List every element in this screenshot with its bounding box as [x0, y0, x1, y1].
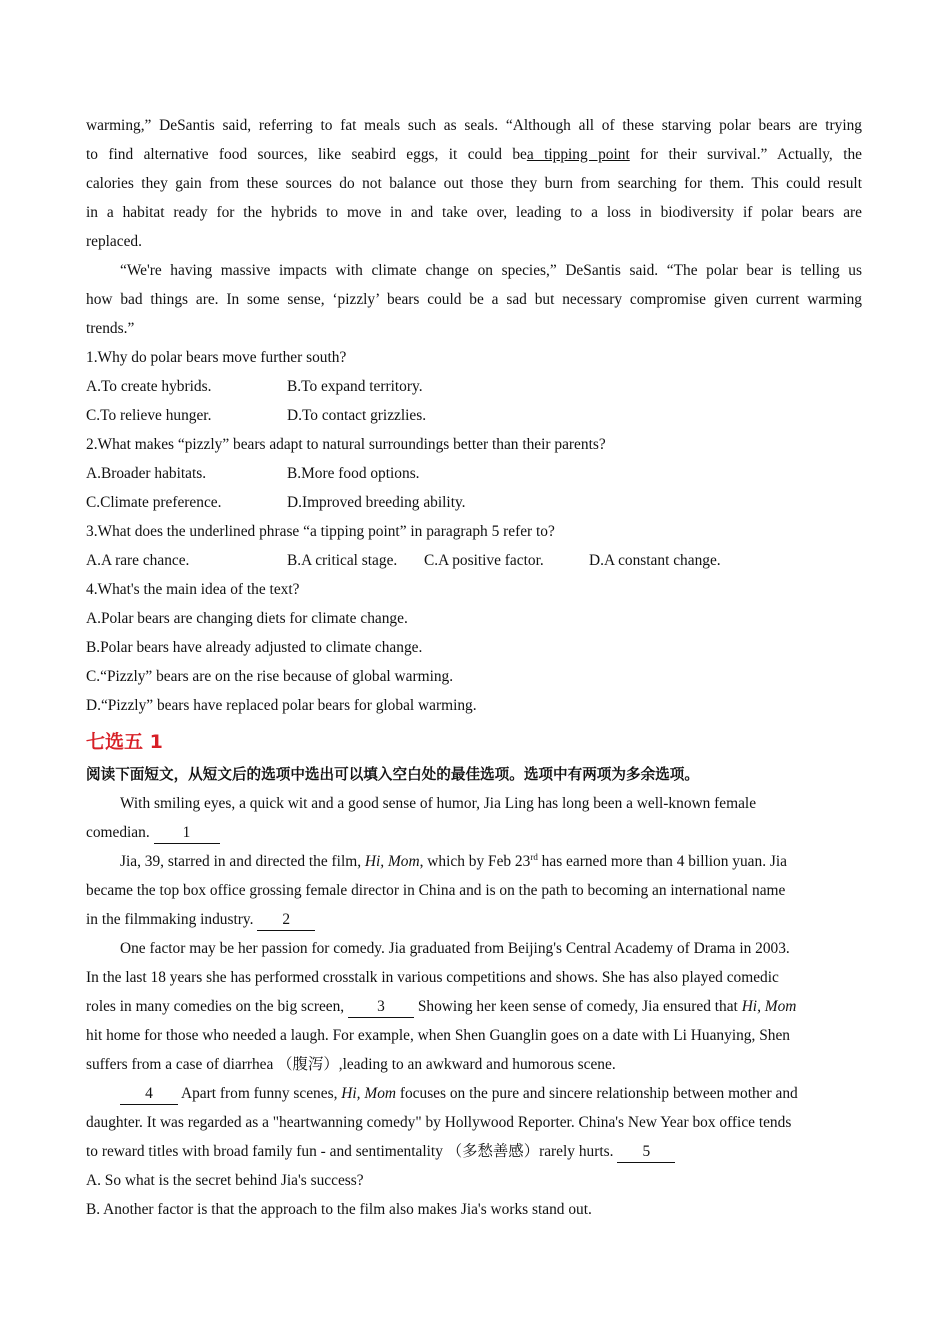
choice-A: A. So what is the secret behind Jia's success? — [86, 1172, 364, 1189]
option: D.To contact grizzlies. — [287, 407, 427, 424]
question-stem: 3.What does the underlined phrase “a tipping point” in paragraph 5 refer to? — [86, 523, 555, 540]
cloze-line: daughter. It was regarded as a "heartwanning comedy" by Hollywood Reporter. China's New Year box office tends — [86, 1114, 792, 1131]
blank-5[interactable]: 5 — [617, 1142, 675, 1163]
passage-line: calories they gain from these sources do not balance out those they burn from searching for them. This could result — [86, 175, 862, 192]
option: D.A constant change. — [589, 552, 721, 569]
cloze-text: rarely hurts. — [539, 1143, 618, 1160]
film-title: Hi, Mom — [741, 998, 797, 1015]
option: B.A critical stage. — [287, 552, 398, 569]
cloze-text: has earned more than 4 billion yuan. Jia — [537, 853, 788, 870]
cloze-line — [86, 818, 862, 847]
option-row: C.“Pizzly” bears are on the rise because of global warming. — [86, 668, 454, 685]
passage-line: how bad things are. In some sense, ‘pizzly’ bears could be a sad but necessary compromise given current warming — [86, 291, 862, 308]
passage-text: to find alternative food sources, like seabird eggs, it could be — [86, 146, 527, 163]
option: B.More food options. — [287, 465, 420, 482]
document-page — [86, 111, 862, 1224]
cloze-line: In the last 18 years she has performed crosstalk in various competitions and shows. She has also played comedic — [86, 969, 779, 986]
option-row — [86, 546, 862, 575]
film-title: Hi, Mom — [364, 853, 420, 870]
option: D.Improved breeding ability. — [287, 494, 466, 511]
option-row: A.Polar bears are changing diets for climate change. — [86, 610, 408, 627]
cloze-line — [86, 847, 862, 876]
cloze-text: Showing her keen sense of comedy, Jia ensured that — [414, 998, 742, 1015]
cloze-text: to reward titles with broad family fun - and sentimentality — [86, 1143, 447, 1160]
cloze-line: became the top box office grossing female director in China and is on the path to becoming an international name — [86, 882, 786, 899]
passage-line: replaced. — [86, 233, 142, 250]
blank-4[interactable]: 4 — [120, 1084, 178, 1105]
cloze-text: roles in many comedies on the big screen, — [86, 998, 348, 1015]
blank-3[interactable]: 3 — [348, 997, 414, 1018]
section-instruction: 阅读下面短文，从短文后的选项中选出可以填入空白处的最佳选项。选项中有两项为多余选项。 — [86, 766, 699, 783]
cloze-line: One factor may be her passion for comedy. Jia graduated from Beijing's Central Academy of Drama in 2003. — [120, 940, 790, 957]
chinese-gloss: （多愁善感） — [446, 1142, 540, 1160]
option: A.To create hybrids. — [86, 378, 212, 395]
cloze-text: Apart from funny scenes, — [178, 1085, 342, 1102]
blank-2[interactable]: 2 — [257, 910, 315, 931]
option: A.Broader habitats. — [86, 465, 207, 482]
passage-line: warming,” DeSantis said, referring to fat meals such as seals. “Although all of these starving polar bears are trying — [86, 117, 862, 134]
question-stem: 2.What makes “pizzly” bears adapt to natural surroundings better than their parents? — [86, 436, 606, 453]
passage-line — [86, 140, 862, 169]
option-row: D.“Pizzly” bears have replaced polar bears for global warming. — [86, 697, 477, 714]
option: C.To relieve hunger. — [86, 407, 212, 424]
cloze-text: focuses on the pure and sincere relationship between mother and — [396, 1085, 798, 1102]
cloze-line — [86, 992, 862, 1021]
option: B.To expand territory. — [287, 378, 423, 395]
section-heading — [86, 720, 862, 760]
passage-line: in a habitat ready for the hybrids to move in and take over, leading to a loss in biodiversity if polar bears are — [86, 204, 862, 221]
cloze-line: hit home for those who needed a laugh. For example, when Shen Guanglin goes on a date with Li Huanying, Shen — [86, 1027, 790, 1044]
question-stem: 4.What's the main idea of the text? — [86, 581, 300, 598]
cloze-line: With smiling eyes, a quick wit and a good sense of humor, Jia Ling has long been a well-known female — [120, 795, 757, 812]
option: C.A positive factor. — [424, 552, 544, 569]
underlined-phrase: a tipping point — [526, 146, 630, 163]
option-row — [86, 401, 862, 430]
cloze-text: ,leading to an awkward and humorous scene. — [338, 1056, 616, 1073]
option-row — [86, 372, 862, 401]
cloze-line — [86, 1079, 862, 1108]
option: C.Climate preference. — [86, 494, 222, 511]
chinese-gloss: （腹泻） — [277, 1055, 339, 1073]
blank-1[interactable]: 1 — [154, 823, 220, 844]
cloze-text: suffers from a case of diarrhea — [86, 1056, 278, 1073]
option-row — [86, 459, 862, 488]
ordinal-suffix: rd — [530, 852, 538, 862]
passage-line: trends.” — [86, 320, 135, 337]
choice-B: B. Another factor is that the approach to the film also makes Jia's works stand out. — [86, 1201, 592, 1218]
option: A.A rare chance. — [86, 552, 190, 569]
cloze-text: , which by Feb 23 — [419, 853, 531, 870]
question-stem: 1.Why do polar bears move further south? — [86, 349, 347, 366]
passage-line: “We're having massive impacts with climate change on species,” DeSantis said. “The polar bear is telling us — [120, 262, 862, 279]
cloze-line — [86, 1137, 862, 1166]
film-title: Hi, Mom — [341, 1085, 396, 1102]
passage-text: for their survival.” Actually, the — [629, 146, 862, 163]
cloze-text: Jia, 39, starred in and directed the film, — [120, 853, 365, 870]
option-row — [86, 488, 862, 517]
cloze-line — [86, 905, 862, 934]
cloze-line — [86, 1050, 862, 1079]
cloze-text: comedian. — [86, 824, 154, 841]
cloze-text: in the filmmaking industry. — [86, 911, 258, 928]
option-row: B.Polar bears have already adjusted to climate change. — [86, 639, 423, 656]
section-heading-text: 七选五 1 — [86, 731, 163, 753]
